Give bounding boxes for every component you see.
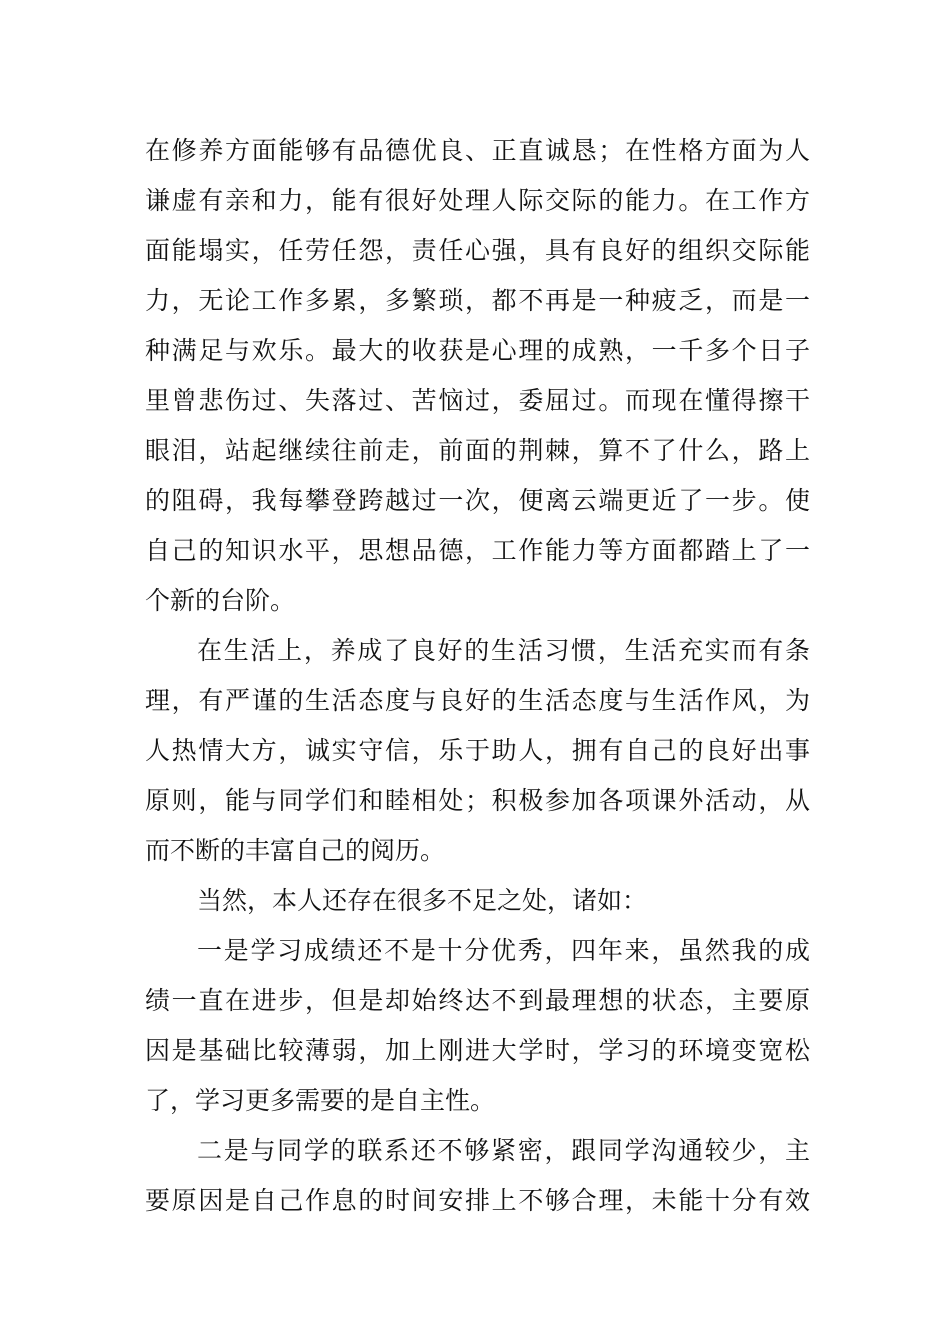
- paragraph-start-line: 当然，本人还存在很多不足之处，诸如：: [197, 886, 648, 915]
- paragraph-start-line: 二是与同学的联系还不够紧密，跟同学沟通较少，主: [197, 1136, 810, 1165]
- text-line: 理，有严谨的生活态度与良好的生活态度与生活作风，为: [145, 686, 810, 715]
- text-line: 种满足与欢乐。最大的收获是心理的成熟，一千多个日子: [145, 336, 810, 365]
- text-line: 面能塌实，任劳任怨，责任心强，具有良好的组织交际能: [145, 236, 810, 265]
- text-line: 里曾悲伤过、失落过、苦恼过，委屈过。而现在懂得擦干: [145, 386, 810, 415]
- text-line: 力，无论工作多累，多繁琐，都不再是一种疲乏，而是一: [145, 286, 810, 315]
- text-line: 个新的台阶。: [145, 586, 296, 615]
- text-line: 原则，能与同学们和睦相处；积极参加各项课外活动，从: [145, 786, 810, 815]
- text-line: 人热情大方，诚实守信，乐于助人，拥有自己的良好出事: [145, 736, 810, 765]
- text-line: 因是基础比较薄弱，加上刚进大学时，学习的环境变宽松: [145, 1036, 810, 1065]
- document-body: [145, 126, 810, 1226]
- text-line: 了，学习更多需要的是自主性。: [145, 1086, 496, 1115]
- text-line: 要原因是自己作息的时间安排上不够合理，未能十分有效: [145, 1186, 810, 1215]
- text-line: 眼泪，站起继续往前走，前面的荆棘，算不了什么，路上: [145, 436, 810, 465]
- text-line: 的阻碍，我每攀登跨越过一次，便离云端更近了一步。使: [145, 486, 810, 515]
- paragraph-start-line: 在生活上，养成了良好的生活习惯，生活充实而有条: [197, 636, 810, 665]
- paragraph-start-line: 一是学习成绩还不是十分优秀，四年来，虽然我的成: [197, 936, 810, 965]
- text-line: 而不断的丰富自己的阅历。: [145, 836, 446, 865]
- text-line: 绩一直在进步，但是却始终达不到最理想的状态，主要原: [145, 986, 810, 1015]
- text-line: 在修养方面能够有品德优良、正直诚恳；在性格方面为人: [145, 136, 810, 165]
- text-line: 自己的知识水平，思想品德，工作能力等方面都踏上了一: [145, 536, 810, 565]
- text-line: 谦虚有亲和力，能有很好处理人际交际的能力。在工作方: [145, 186, 810, 215]
